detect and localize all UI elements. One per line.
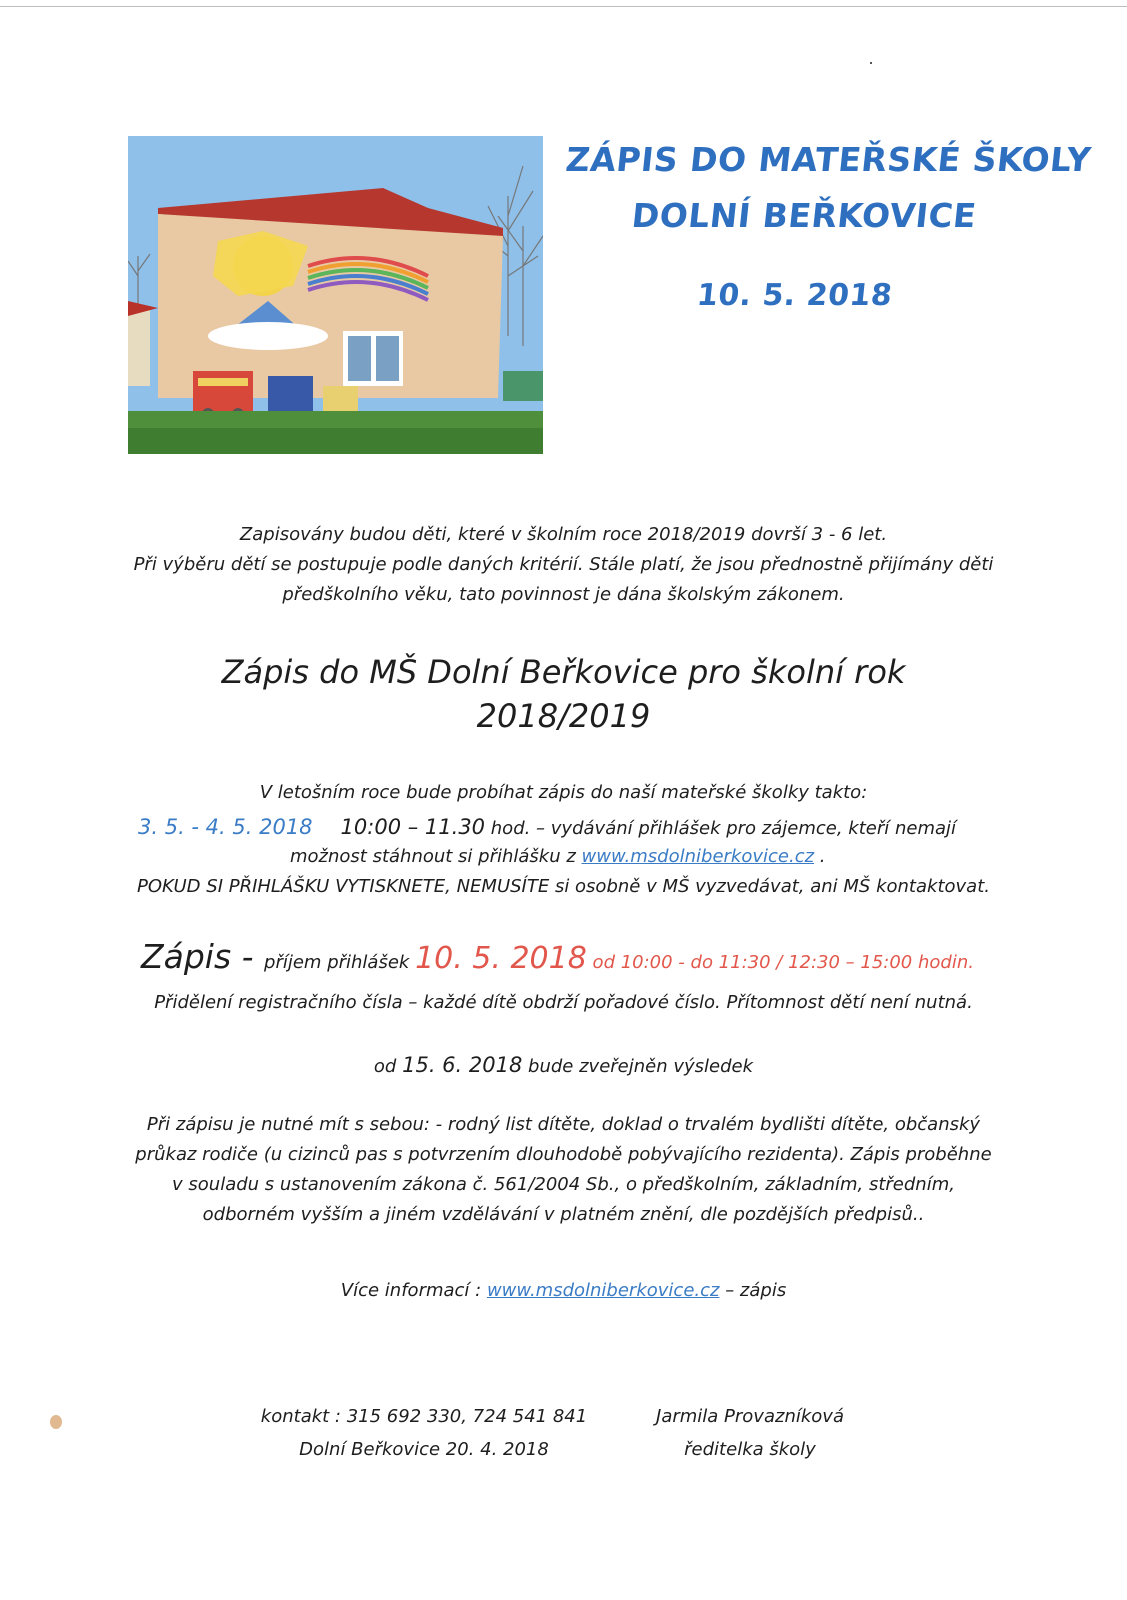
print-notice: POKUD SI PŘIHLÁŠKU VYTISKNETE, NEMUSÍTE si osobně v MŠ vyzvedávat, ani MŠ kontaktovat. <box>137 876 990 897</box>
distribution-description: hod. – vydávání přihlášek pro zájemce, kteří nemají <box>485 818 957 839</box>
requirements-line-3: v souladu s ustanovením zákona č. 561/2004 Sb., o předškolním, základním, středním, <box>172 1174 955 1195</box>
contact-phones: kontakt : 315 692 330, 724 541 841 <box>260 1406 588 1427</box>
place-date: Dolní Beřkovice 20. 4. 2018 <box>299 1439 549 1460</box>
distribution-download-line <box>290 842 826 872</box>
intro-line-2: Při výběru dětí se postupuje podle daných kritérií. Stále platí, že jsou přednostně přijímány děti <box>133 554 994 575</box>
enrollment-times: od 10:00 - do 11:30 / 12:30 – 15:00 hodin. <box>586 952 974 973</box>
enrollment-date: 10. 5. 2018 <box>415 941 587 976</box>
enrollment-row <box>141 937 974 976</box>
distribution-row <box>138 812 956 844</box>
title-line-2: 2018/2019 <box>476 697 651 735</box>
headline-date: 10. 5. 2018 <box>695 278 895 313</box>
requirements-line-2: průkaz rodiče (u cizinců pas s potvrzením dlouhodobě pobývajícího rezidenta). Zápis proběhne <box>135 1144 992 1165</box>
director-name: Jarmila Provazníková <box>656 1406 844 1427</box>
distribution-time: 10:00 – 11.30 <box>340 815 486 839</box>
download-text: možnost stáhnout si přihlášku z <box>290 846 582 867</box>
more-info-suffix: – zápis <box>719 1280 787 1301</box>
intro-line-1: Zapisovány budou děti, které v školním roce 2018/2019 dovrší 3 - 6 let. <box>239 524 888 545</box>
top-rule <box>0 6 1127 7</box>
enrollment-word: Zápis <box>141 937 232 976</box>
distribution-dates: 3. 5. - 4. 5. 2018 <box>138 815 313 839</box>
enrollment-label: příjem přihlášek <box>264 952 416 973</box>
result-announcement <box>0 1050 1127 1082</box>
enrollment-dash: - <box>231 937 265 976</box>
result-text: bude zveřejněn výsledek <box>522 1056 754 1077</box>
title-line-1: Zápis do MŠ Dolní Beřkovice pro školní rok <box>221 653 906 691</box>
registration-note: Přidělení registračního čísla – každé dítě obdrží pořadové číslo. Přítomnost dětí není nutná. <box>154 992 973 1013</box>
download-suffix: . <box>814 846 826 867</box>
headline-line-1: ZÁPIS DO MATEŘSKÉ ŠKOLY <box>563 140 1094 179</box>
requirements-line-1: Při zápisu je nutné mít s sebou: - rodný list dítěte, doklad o trvalém bydlišti dítěte, občanský <box>146 1114 981 1135</box>
intro-line-3: předškolního věku, tato povinnost je dána školským zákonem. <box>282 584 845 605</box>
headline-line-2: DOLNÍ BEŘKOVICE <box>629 196 979 235</box>
page-title <box>0 650 1127 738</box>
result-od: od <box>373 1056 403 1077</box>
signature-block <box>640 1400 860 1466</box>
more-info-line <box>0 1276 1127 1306</box>
director-role: ředitelka školy <box>684 1439 816 1460</box>
contact-block <box>254 1400 594 1466</box>
scan-blot <box>50 1415 62 1429</box>
school-building-photo <box>128 136 543 454</box>
more-info-label: Více informací : <box>340 1280 487 1301</box>
result-date: 15. 6. 2018 <box>402 1053 523 1077</box>
more-info-link[interactable]: www.msdolniberkovice.cz <box>486 1280 720 1301</box>
school-website-link[interactable]: www.msdolniberkovice.cz <box>581 846 815 867</box>
requirements-line-4: odborném vyšším a jiném vzdělávání v platném znění, dle pozdějších předpisů.. <box>202 1204 925 1225</box>
scan-speck <box>870 62 872 64</box>
intro-paragraph <box>0 520 1127 610</box>
requirements-paragraph <box>0 1110 1127 1230</box>
distribution-lead: V letošním roce bude probíhat zápis do naší mateřské školky takto: <box>259 782 868 803</box>
